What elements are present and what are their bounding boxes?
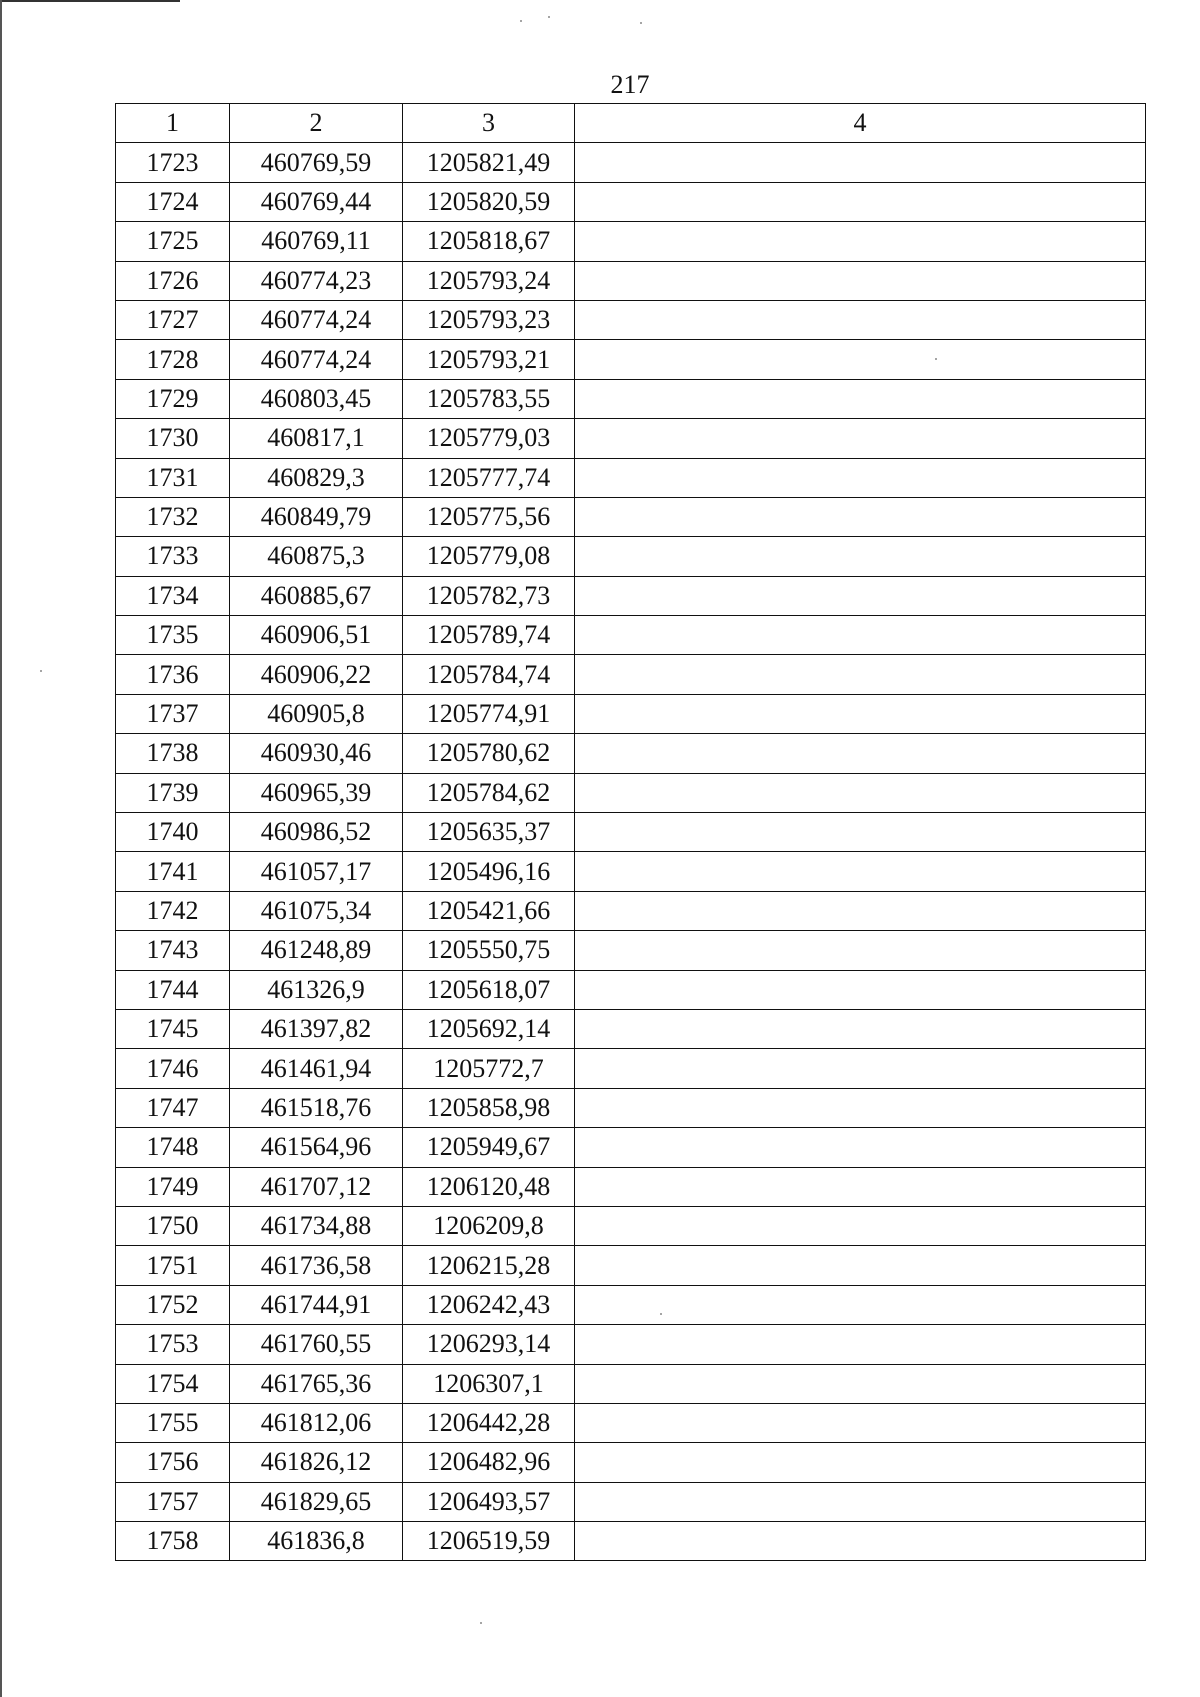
x-coordinate-cell: 461744,91 <box>230 1285 403 1324</box>
y-coordinate-cell: 1206120,48 <box>403 1167 575 1206</box>
table-row <box>116 143 1146 182</box>
table-body <box>116 143 1146 1561</box>
x-coordinate-cell: 460875,3 <box>230 537 403 576</box>
x-coordinate-cell: 460803,45 <box>230 379 403 418</box>
note-cell <box>575 1049 1146 1088</box>
x-coordinate-cell: 461760,55 <box>230 1325 403 1364</box>
note-cell <box>575 1128 1146 1167</box>
x-coordinate-cell: 461518,76 <box>230 1088 403 1127</box>
x-coordinate-cell: 460930,46 <box>230 734 403 773</box>
table-row <box>116 537 1146 576</box>
x-coordinate-cell: 461564,96 <box>230 1128 403 1167</box>
y-coordinate-cell: 1206442,28 <box>403 1403 575 1442</box>
note-cell <box>575 1522 1146 1561</box>
column-header-3: 3 <box>403 104 575 143</box>
y-coordinate-cell: 1205692,14 <box>403 1009 575 1048</box>
table-row <box>116 1325 1146 1364</box>
x-coordinate-cell: 460774,24 <box>230 300 403 339</box>
point-number-cell: 1754 <box>116 1364 230 1403</box>
table-row <box>116 1167 1146 1206</box>
note-cell <box>575 655 1146 694</box>
note-cell <box>575 852 1146 891</box>
x-coordinate-cell: 461736,58 <box>230 1246 403 1285</box>
scan-speck <box>548 16 550 18</box>
note-cell <box>575 773 1146 812</box>
point-number-cell: 1739 <box>116 773 230 812</box>
table-row <box>116 931 1146 970</box>
note-cell <box>575 143 1146 182</box>
note-cell <box>575 182 1146 221</box>
y-coordinate-cell: 1205820,59 <box>403 182 575 221</box>
note-cell <box>575 340 1146 379</box>
table-row <box>116 1522 1146 1561</box>
scan-speck <box>640 22 642 24</box>
x-coordinate-cell: 460774,24 <box>230 340 403 379</box>
table-row <box>116 300 1146 339</box>
point-number-cell: 1727 <box>116 300 230 339</box>
table-row <box>116 1482 1146 1521</box>
note-cell <box>575 261 1146 300</box>
table-row <box>116 576 1146 615</box>
x-coordinate-cell: 460965,39 <box>230 773 403 812</box>
table-row <box>116 813 1146 852</box>
x-coordinate-cell: 460986,52 <box>230 813 403 852</box>
scan-edge-left <box>0 0 2 1697</box>
column-header-1: 1 <box>116 104 230 143</box>
x-coordinate-cell: 460817,1 <box>230 419 403 458</box>
point-number-cell: 1758 <box>116 1522 230 1561</box>
y-coordinate-cell: 1206215,28 <box>403 1246 575 1285</box>
note-cell <box>575 1167 1146 1206</box>
y-coordinate-cell: 1205789,74 <box>403 616 575 655</box>
point-number-cell: 1742 <box>116 891 230 930</box>
y-coordinate-cell: 1205793,24 <box>403 261 575 300</box>
x-coordinate-cell: 461812,06 <box>230 1403 403 1442</box>
note-cell <box>575 1443 1146 1482</box>
x-coordinate-cell: 461829,65 <box>230 1482 403 1521</box>
point-number-cell: 1750 <box>116 1206 230 1245</box>
point-number-cell: 1729 <box>116 379 230 418</box>
point-number-cell: 1736 <box>116 655 230 694</box>
x-coordinate-cell: 461075,34 <box>230 891 403 930</box>
table-row <box>116 379 1146 418</box>
x-coordinate-cell: 461826,12 <box>230 1443 403 1482</box>
note-cell <box>575 694 1146 733</box>
note-cell <box>575 931 1146 970</box>
table-row <box>116 773 1146 812</box>
point-number-cell: 1757 <box>116 1482 230 1521</box>
table-row <box>116 852 1146 891</box>
point-number-cell: 1741 <box>116 852 230 891</box>
note-cell <box>575 222 1146 261</box>
scan-speck <box>40 670 42 672</box>
table-row <box>116 734 1146 773</box>
note-cell <box>575 537 1146 576</box>
point-number-cell: 1728 <box>116 340 230 379</box>
x-coordinate-cell: 461707,12 <box>230 1167 403 1206</box>
table-row <box>116 419 1146 458</box>
x-coordinate-cell: 460906,51 <box>230 616 403 655</box>
note-cell <box>575 458 1146 497</box>
y-coordinate-cell: 1205784,74 <box>403 655 575 694</box>
coordinates-table <box>115 103 1146 1561</box>
y-coordinate-cell: 1205793,21 <box>403 340 575 379</box>
scan-speck <box>520 20 522 22</box>
point-number-cell: 1735 <box>116 616 230 655</box>
table-row <box>116 1246 1146 1285</box>
point-number-cell: 1752 <box>116 1285 230 1324</box>
note-cell <box>575 1285 1146 1324</box>
table-row <box>116 340 1146 379</box>
table-row <box>116 497 1146 536</box>
x-coordinate-cell: 460906,22 <box>230 655 403 694</box>
table-row <box>116 970 1146 1009</box>
note-cell <box>575 379 1146 418</box>
y-coordinate-cell: 1206493,57 <box>403 1482 575 1521</box>
y-coordinate-cell: 1205635,37 <box>403 813 575 852</box>
column-header-4: 4 <box>575 104 1146 143</box>
table-row <box>116 1285 1146 1324</box>
point-number-cell: 1745 <box>116 1009 230 1048</box>
scan-speck <box>480 1622 482 1624</box>
point-number-cell: 1744 <box>116 970 230 1009</box>
y-coordinate-cell: 1206307,1 <box>403 1364 575 1403</box>
x-coordinate-cell: 461057,17 <box>230 852 403 891</box>
x-coordinate-cell: 461734,88 <box>230 1206 403 1245</box>
y-coordinate-cell: 1206293,14 <box>403 1325 575 1364</box>
note-cell <box>575 1246 1146 1285</box>
y-coordinate-cell: 1205783,55 <box>403 379 575 418</box>
note-cell <box>575 576 1146 615</box>
note-cell <box>575 734 1146 773</box>
point-number-cell: 1748 <box>116 1128 230 1167</box>
y-coordinate-cell: 1205949,67 <box>403 1128 575 1167</box>
point-number-cell: 1724 <box>116 182 230 221</box>
note-cell <box>575 419 1146 458</box>
point-number-cell: 1732 <box>116 497 230 536</box>
point-number-cell: 1740 <box>116 813 230 852</box>
point-number-cell: 1730 <box>116 419 230 458</box>
x-coordinate-cell: 460769,44 <box>230 182 403 221</box>
point-number-cell: 1726 <box>116 261 230 300</box>
point-number-cell: 1737 <box>116 694 230 733</box>
page-number: 217 <box>610 70 650 99</box>
point-number-cell: 1746 <box>116 1049 230 1088</box>
table-row <box>116 1049 1146 1088</box>
point-number-cell: 1723 <box>116 143 230 182</box>
y-coordinate-cell: 1205782,73 <box>403 576 575 615</box>
note-cell <box>575 616 1146 655</box>
note-cell <box>575 1325 1146 1364</box>
y-coordinate-cell: 1205818,67 <box>403 222 575 261</box>
y-coordinate-cell: 1205780,62 <box>403 734 575 773</box>
point-number-cell: 1725 <box>116 222 230 261</box>
y-coordinate-cell: 1205421,66 <box>403 891 575 930</box>
table-row <box>116 655 1146 694</box>
y-coordinate-cell: 1206519,59 <box>403 1522 575 1561</box>
point-number-cell: 1731 <box>116 458 230 497</box>
point-number-cell: 1734 <box>116 576 230 615</box>
table-row <box>116 1206 1146 1245</box>
x-coordinate-cell: 460829,3 <box>230 458 403 497</box>
point-number-cell: 1747 <box>116 1088 230 1127</box>
column-header-2: 2 <box>230 104 403 143</box>
y-coordinate-cell: 1205777,74 <box>403 458 575 497</box>
y-coordinate-cell: 1205772,7 <box>403 1049 575 1088</box>
y-coordinate-cell: 1205550,75 <box>403 931 575 970</box>
y-coordinate-cell: 1206482,96 <box>403 1443 575 1482</box>
table-row <box>116 1088 1146 1127</box>
x-coordinate-cell: 460774,23 <box>230 261 403 300</box>
table-row <box>116 1128 1146 1167</box>
x-coordinate-cell: 460905,8 <box>230 694 403 733</box>
table-row <box>116 222 1146 261</box>
point-number-cell: 1753 <box>116 1325 230 1364</box>
x-coordinate-cell: 461397,82 <box>230 1009 403 1048</box>
x-coordinate-cell: 461461,94 <box>230 1049 403 1088</box>
table-row <box>116 261 1146 300</box>
note-cell <box>575 1364 1146 1403</box>
y-coordinate-cell: 1205618,07 <box>403 970 575 1009</box>
table-row <box>116 1364 1146 1403</box>
x-coordinate-cell: 460885,67 <box>230 576 403 615</box>
table-row <box>116 694 1146 733</box>
table-row <box>116 891 1146 930</box>
note-cell <box>575 891 1146 930</box>
y-coordinate-cell: 1205775,56 <box>403 497 575 536</box>
note-cell <box>575 1482 1146 1521</box>
point-number-cell: 1733 <box>116 537 230 576</box>
point-number-cell: 1749 <box>116 1167 230 1206</box>
x-coordinate-cell: 461836,8 <box>230 1522 403 1561</box>
note-cell <box>575 813 1146 852</box>
point-number-cell: 1738 <box>116 734 230 773</box>
note-cell <box>575 1088 1146 1127</box>
x-coordinate-cell: 460769,11 <box>230 222 403 261</box>
x-coordinate-cell: 461248,89 <box>230 931 403 970</box>
table-row <box>116 1009 1146 1048</box>
table-row <box>116 1403 1146 1442</box>
point-number-cell: 1743 <box>116 931 230 970</box>
x-coordinate-cell: 460769,59 <box>230 143 403 182</box>
note-cell <box>575 300 1146 339</box>
note-cell <box>575 497 1146 536</box>
y-coordinate-cell: 1206242,43 <box>403 1285 575 1324</box>
x-coordinate-cell: 460849,79 <box>230 497 403 536</box>
table-header-row <box>116 104 1146 143</box>
y-coordinate-cell: 1205784,62 <box>403 773 575 812</box>
x-coordinate-cell: 461765,36 <box>230 1364 403 1403</box>
note-cell <box>575 970 1146 1009</box>
table-row <box>116 1443 1146 1482</box>
y-coordinate-cell: 1205496,16 <box>403 852 575 891</box>
y-coordinate-cell: 1205821,49 <box>403 143 575 182</box>
scan-edge-top <box>0 0 180 2</box>
point-number-cell: 1756 <box>116 1443 230 1482</box>
note-cell <box>575 1206 1146 1245</box>
y-coordinate-cell: 1205793,23 <box>403 300 575 339</box>
x-coordinate-cell: 461326,9 <box>230 970 403 1009</box>
table-row <box>116 458 1146 497</box>
point-number-cell: 1755 <box>116 1403 230 1442</box>
y-coordinate-cell: 1205774,91 <box>403 694 575 733</box>
y-coordinate-cell: 1205779,08 <box>403 537 575 576</box>
note-cell <box>575 1009 1146 1048</box>
point-number-cell: 1751 <box>116 1246 230 1285</box>
y-coordinate-cell: 1206209,8 <box>403 1206 575 1245</box>
table-row <box>116 182 1146 221</box>
y-coordinate-cell: 1205779,03 <box>403 419 575 458</box>
y-coordinate-cell: 1205858,98 <box>403 1088 575 1127</box>
note-cell <box>575 1403 1146 1442</box>
table-row <box>116 616 1146 655</box>
